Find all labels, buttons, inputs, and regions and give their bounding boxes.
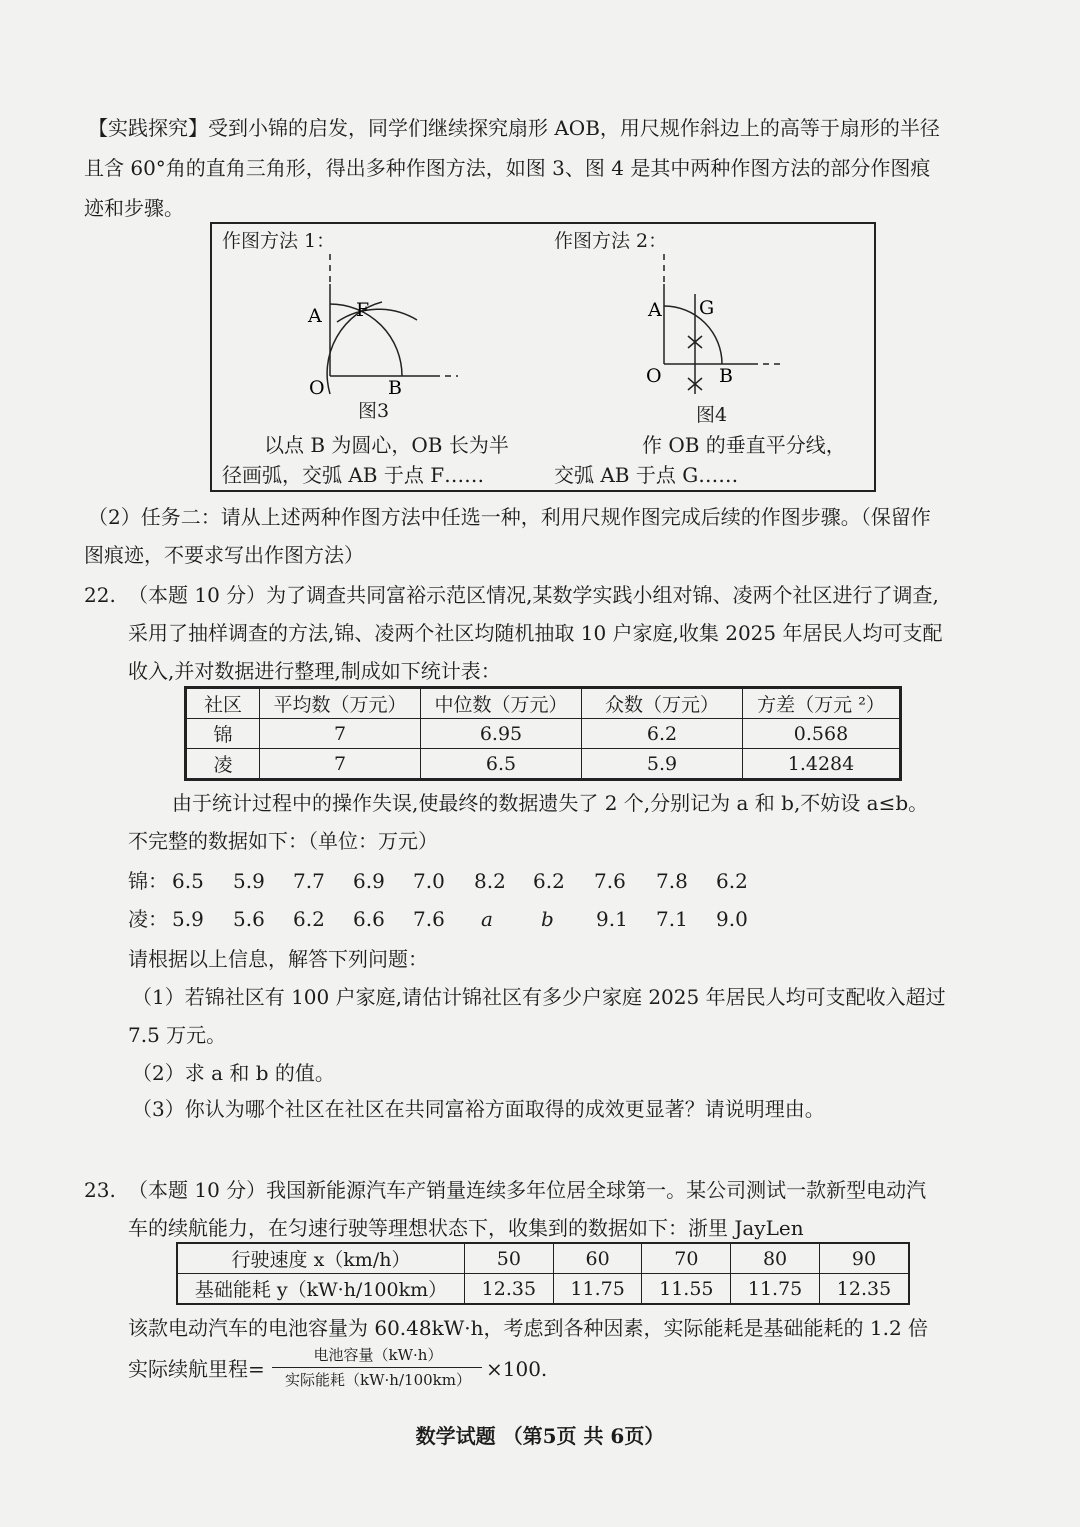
q22-prompt: 请根据以上信息，解答下列问题：: [128, 947, 428, 971]
q22-table-header-row: [186, 688, 901, 719]
fig4-point-B: B: [719, 365, 733, 387]
q22-cell: 6.2: [582, 719, 743, 749]
q22-table-row: [186, 719, 901, 749]
ling-value: 9.0: [716, 907, 748, 931]
jin-label: 锦：: [128, 869, 168, 893]
method2-title: 作图方法 2：: [554, 230, 668, 252]
q22-cell: 锦: [186, 719, 260, 749]
q22-cell: 5.9: [582, 749, 743, 780]
fig3-point-O: O: [309, 377, 325, 399]
ling-label: 凌：: [128, 907, 168, 931]
fig4-point-G: G: [699, 297, 715, 319]
jin-value: 6.5: [172, 869, 204, 893]
method1-desc-line-2: 径画弧，交弧 AB 于点 F……: [222, 463, 485, 487]
q23-energy-value: 11.75: [553, 1274, 642, 1305]
q23-energy-row: [177, 1274, 909, 1305]
q22-header-cell: 平均数（万元）: [260, 688, 421, 719]
fig3-point-A: A: [308, 305, 322, 327]
ling-value: 7.6: [413, 907, 445, 931]
q22-after-line-1: 由于统计过程中的操作失误,使最终的数据遗失了 2 个,分别记为 a 和 b,不妨设 a≤b。: [172, 791, 929, 815]
q22-line-1: （本题 10 分）为了调查共同富裕示范区情况,某数学实践小组对锦、凌两个社区进行了调查,: [128, 583, 939, 607]
q23-speed-value: 50: [465, 1243, 554, 1274]
jin-value: 5.9: [233, 869, 265, 893]
jin-value: 6.2: [716, 869, 748, 893]
jin-value: 6.2: [533, 869, 565, 893]
page-footer: 数学试题 （第5页 共 6页）: [415, 1424, 665, 1448]
task2-line-2: 图痕迹，不要求写出作图方法）: [84, 543, 364, 567]
ling-value-b: b: [541, 907, 554, 931]
q22-cell: 凌: [186, 749, 260, 780]
q23-speed-value: 70: [642, 1243, 731, 1274]
q23-energy-label: 基础能耗 y（kW·h/100km）: [177, 1274, 465, 1305]
q23-speed-label: 行驶速度 x（km/h）: [177, 1243, 465, 1274]
formula-numerator: 电池容量（kW·h）: [313, 1346, 443, 1364]
formula-tail: ×100.: [486, 1357, 548, 1381]
construction-figure-box: [210, 222, 876, 492]
q22-cell: 6.95: [421, 719, 582, 749]
q22-header-cell: 中位数（万元）: [421, 688, 582, 719]
q22-cell: 0.568: [743, 719, 901, 749]
q22-cell: 1.4284: [743, 749, 901, 780]
q22-line-2: 采用了抽样调查的方法,锦、凌两个社区均随机抽取 10 户家庭,收集 2025 年居民人均可支配: [128, 621, 943, 645]
fig4-label: 图4: [696, 404, 728, 426]
q22-sub1-line-2: 7.5 万元。: [128, 1023, 227, 1047]
q23-speed-value: 60: [553, 1243, 642, 1274]
ling-value-a: a: [481, 907, 493, 931]
fig3-point-B: B: [388, 377, 402, 399]
q22-statistics-table: [184, 686, 902, 781]
fig4-point-A: A: [648, 299, 662, 321]
ling-value: 6.2: [293, 907, 325, 931]
q22-sub1-line-1: （1）若锦社区有 100 户家庭,请估计锦社区有多少户家庭 2025 年居民人均可支配收入超过: [132, 985, 946, 1009]
q22-line-3: 收入,并对数据进行整理,制成如下统计表：: [128, 659, 501, 683]
q22-number: 22.: [84, 583, 116, 607]
figure-3-drawing: [307, 254, 458, 399]
q22-after-line-2: 不完整的数据如下：（单位：万元）: [128, 829, 438, 853]
method2-desc-line-2: 交弧 AB 于点 G……: [554, 463, 739, 487]
jin-value: 7.8: [656, 869, 688, 893]
jin-value: 8.2: [474, 869, 506, 893]
formula-lhs: 实际续航里程=: [128, 1357, 265, 1381]
q22-cell: 6.5: [421, 749, 582, 780]
practice-line-2: 且含 60°角的直角三角形，得出多种作图方法，如图 3、图 4 是其中两种作图方法的部分作图痕: [84, 156, 931, 180]
jin-value: 7.7: [293, 869, 325, 893]
fig4-point-O: O: [646, 365, 662, 387]
q22-sub2: （2）求 a 和 b 的值。: [132, 1061, 335, 1085]
q22-header-cell: 众数（万元）: [582, 688, 743, 719]
formula-denominator: 实际能耗（kW·h/100km）: [285, 1371, 471, 1389]
method1-title: 作图方法 1：: [222, 230, 336, 252]
q23-speed-value: 80: [731, 1243, 820, 1274]
practice-line-1: 【实践探究】受到小锦的启发，同学们继续探究扇形 AOB，用尺规作斜边上的高等于扇形的半径: [88, 116, 940, 140]
q22-header-cell: 社区: [186, 688, 260, 719]
method2-desc-line-1: 作 OB 的垂直平分线，: [642, 433, 846, 457]
q23-line-1: （本题 10 分）我国新能源汽车产销量连续多年位居全球第一。某公司测试一款新型电动汽: [128, 1178, 927, 1202]
ling-value: 5.6: [233, 907, 265, 931]
q22-header-cell: 方差（万元 ²）: [743, 688, 901, 719]
q23-speed-row: [177, 1243, 909, 1274]
q23-after-line-1: 该款电动汽车的电池容量为 60.48kW·h，考虑到各种因素，实际能耗是基础能耗的 1.2 倍: [128, 1316, 929, 1340]
ling-value: 5.9: [172, 907, 204, 931]
q23-line-2: 车的续航能力，在匀速行驶等理想状态下，收集到的数据如下：浙里 JayLen: [128, 1216, 804, 1240]
ling-value: 9.1: [596, 907, 628, 931]
q23-energy-value: 11.75: [731, 1274, 820, 1305]
method1-desc-line-1: 以点 B 为圆心，OB 长为半: [264, 433, 509, 457]
q22-cell: 7: [260, 719, 421, 749]
figure-4-drawing: [646, 254, 780, 394]
ling-value: 7.1: [656, 907, 688, 931]
q23-number: 23.: [84, 1178, 116, 1202]
task2-line-1: （2）任务二：请从上述两种作图方法中任选一种，利用尺规作图完成后续的作图步骤。（保留作: [88, 505, 931, 529]
q23-energy-value: 12.35: [465, 1274, 554, 1305]
jin-value: 7.0: [413, 869, 445, 893]
q22-cell: 7: [260, 749, 421, 780]
formula-fraction-bar: [272, 1367, 482, 1368]
jin-value: 7.6: [594, 869, 626, 893]
q23-energy-value: 11.55: [642, 1274, 731, 1305]
jin-value: 6.9: [353, 869, 385, 893]
ling-value: 6.6: [353, 907, 385, 931]
q22-sub3: （3）你认为哪个社区在社区在共同富裕方面取得的成效更显著？请说明理由。: [132, 1097, 825, 1121]
q23-energy-table: [176, 1242, 910, 1305]
practice-line-3: 迹和步骤。: [84, 196, 184, 220]
fig3-label: 图3: [358, 400, 390, 422]
q22-table-row: [186, 749, 901, 780]
q23-energy-value: 12.35: [819, 1274, 909, 1305]
fig3-point-F: F: [356, 299, 370, 321]
q23-speed-value: 90: [819, 1243, 909, 1274]
